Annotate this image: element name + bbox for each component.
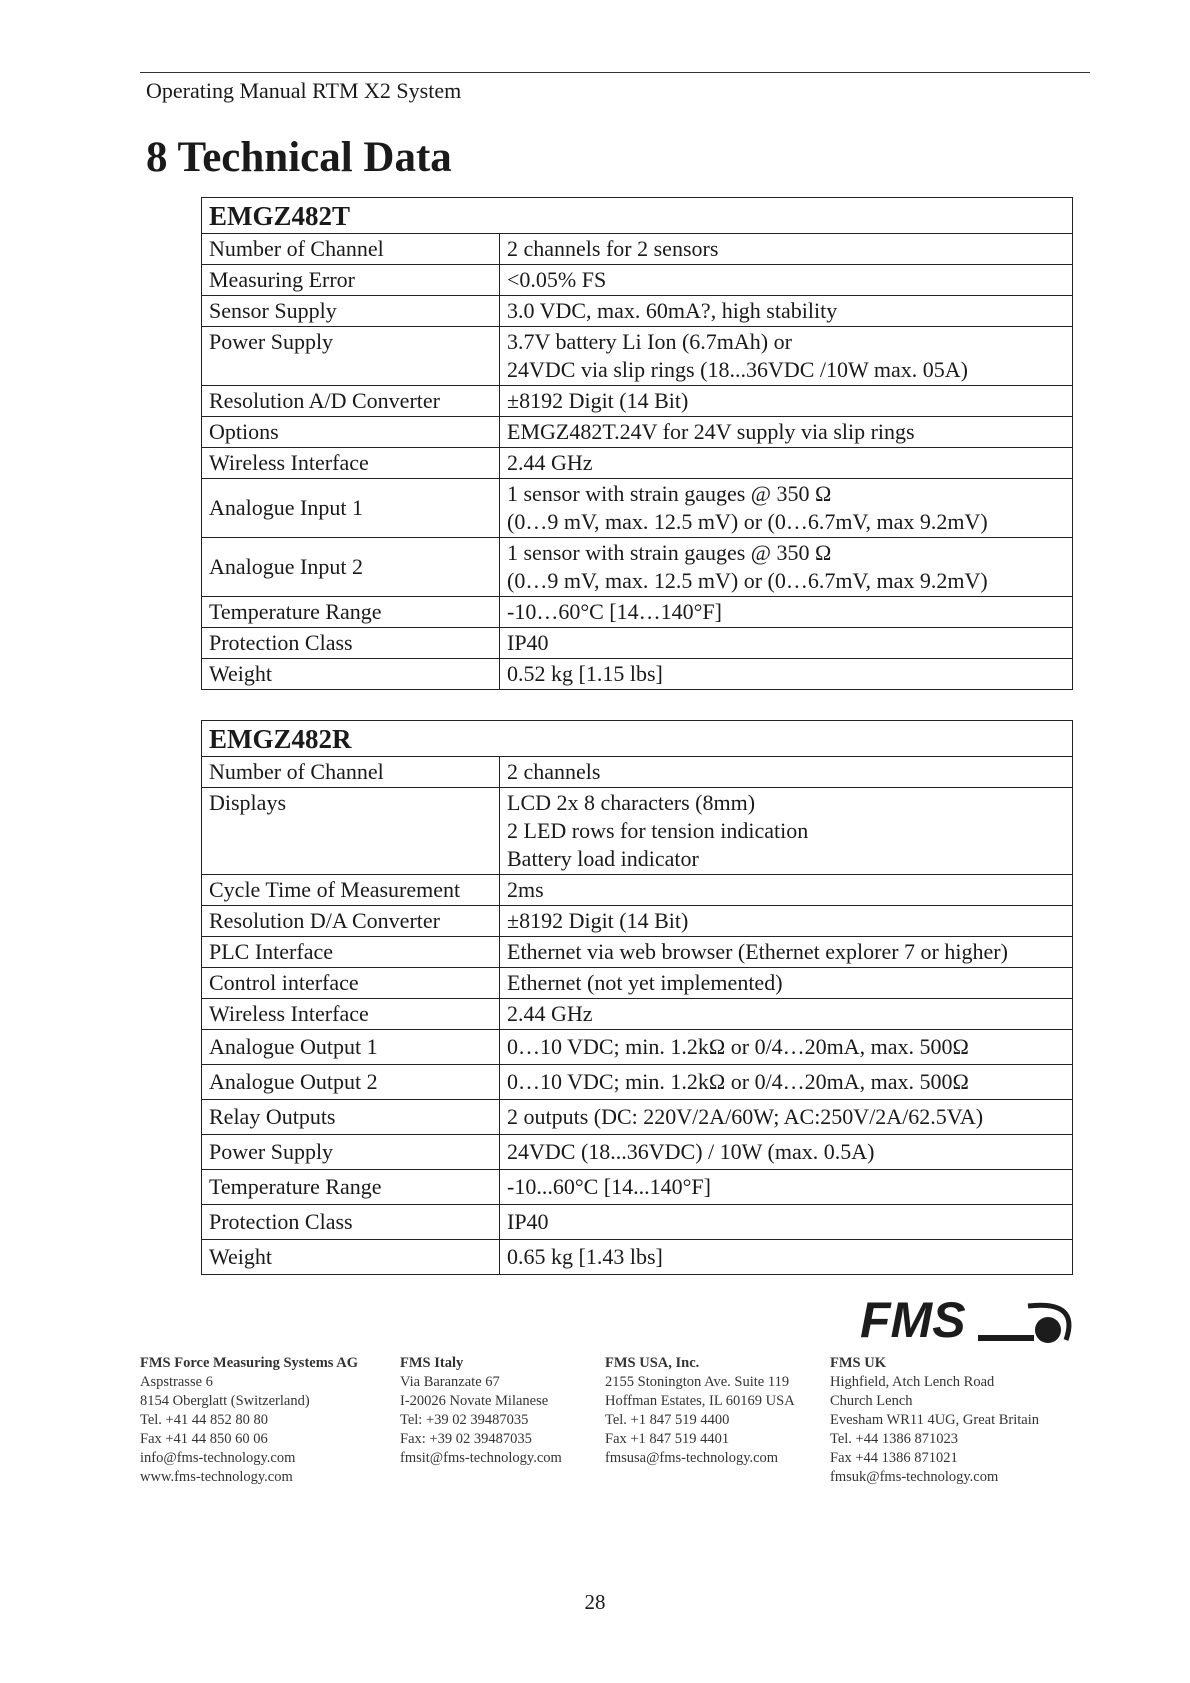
chapter-title: 8 Technical Data: [146, 134, 452, 181]
spec-value-line: LCD 2x 8 characters (8mm): [507, 790, 756, 815]
spec-value: [500, 906, 1073, 937]
spec-value: [500, 968, 1073, 999]
spec-value-line: 0…10 VDC; min. 1.2kΩ or 0/4…20mA, max. 500Ω: [507, 1069, 969, 1094]
spec-value-line: ±8192 Digit (14 Bit): [507, 388, 689, 413]
spec-label: Cycle Time of Measurement: [202, 875, 500, 906]
footer-fax: Fax +41 44 850 60 06: [140, 1431, 268, 1447]
spec-row: [202, 968, 1073, 999]
spec-label: Analogue Output 2: [202, 1065, 500, 1100]
spec-value: [500, 1030, 1073, 1065]
spec-value-line: IP40: [507, 630, 549, 655]
spec-value-line: Ethernet (not yet implemented): [507, 970, 783, 995]
spec-row: [202, 1030, 1073, 1065]
table-title-row: [202, 721, 1073, 757]
spec-label: Analogue Output 1: [202, 1030, 500, 1065]
spec-value: [500, 296, 1073, 327]
spec-row: [202, 906, 1073, 937]
spec-value-line: (0…9 mV, max. 12.5 mV) or (0…6.7mV, max 9.2mV): [507, 509, 988, 534]
spec-value-line: EMGZ482T.24V for 24V supply via slip rings: [507, 419, 915, 444]
spec-value-line: <0.05% FS: [507, 267, 607, 292]
spec-row: [202, 659, 1073, 690]
footer-company-name: FMS UK: [830, 1355, 886, 1371]
spec-row: [202, 265, 1073, 296]
footer-address-line: Church Lench: [830, 1393, 913, 1409]
footer-email: fmsuk@fms-technology.com: [830, 1469, 999, 1485]
footer-address-line: Hoffman Estates, IL 60169 USA: [605, 1393, 795, 1409]
spec-row: [202, 538, 1073, 597]
spec-value: [500, 937, 1073, 968]
spec-label: Protection Class: [202, 628, 500, 659]
table-title: EMGZ482R: [202, 721, 500, 757]
footer-fax: Fax +44 1386 871021: [830, 1450, 958, 1466]
spec-value-line: Battery load indicator: [507, 846, 699, 871]
spec-label: Wireless Interface: [202, 448, 500, 479]
footer-address-line: I-20026 Novate Milanese: [400, 1393, 549, 1409]
spec-value-line: 2 LED rows for tension indication: [507, 818, 809, 843]
spec-row: [202, 1135, 1073, 1170]
footer-company-name: FMS Italy: [400, 1355, 464, 1371]
spec-value: [500, 875, 1073, 906]
spec-row: [202, 999, 1073, 1030]
spec-row: [202, 937, 1073, 968]
spec-label: Displays: [202, 788, 500, 875]
spec-value: [500, 1240, 1073, 1275]
running-header: Operating Manual RTM X2 System: [146, 78, 462, 103]
spec-value-line: 2.44 GHz: [507, 1001, 593, 1026]
footer-fax: Fax +1 847 519 4401: [605, 1431, 730, 1447]
footer-address-line: Evesham WR11 4UG, Great Britain: [830, 1412, 1039, 1428]
spec-value-line: 24VDC via slip rings (18...36VDC /10W max. 05A): [507, 357, 968, 382]
footer-phone: Tel. +44 1386 871023: [830, 1431, 958, 1447]
spec-row: [202, 327, 1073, 386]
footer-website: www.fms-technology.com: [140, 1469, 293, 1485]
footer-phone: Tel. +41 44 852 80 80: [140, 1412, 268, 1428]
spec-label: Sensor Supply: [202, 296, 500, 327]
spec-value: [500, 417, 1073, 448]
spec-value-line: 2ms: [507, 877, 544, 902]
spec-value-line: 1 sensor with strain gauges @ 350 Ω: [507, 540, 832, 565]
table-title-row: [202, 198, 1073, 234]
spec-row: [202, 1240, 1073, 1275]
footer-company-name: FMS Force Measuring Systems AG: [140, 1355, 359, 1371]
spec-value-line: 2 channels: [507, 759, 601, 784]
spec-label: Temperature Range: [202, 597, 500, 628]
spec-value: [500, 448, 1073, 479]
footer-address-line: Aspstrasse 6: [140, 1374, 213, 1390]
footer-col-uk: [830, 1354, 1039, 1487]
footer-company-name: FMS USA, Inc.: [605, 1355, 700, 1371]
spec-row: [202, 1065, 1073, 1100]
footer-fax: Fax: +39 02 39487035: [400, 1431, 532, 1447]
footer-email: fmsusa@fms-technology.com: [605, 1450, 779, 1466]
spec-label: Relay Outputs: [202, 1100, 500, 1135]
spec-value: [500, 538, 1073, 597]
spec-row: [202, 628, 1073, 659]
spec-label: Options: [202, 417, 500, 448]
spec-table-emgz482r: [201, 720, 1073, 1275]
footer-address-line: 8154 Oberglatt (Switzerland): [140, 1393, 310, 1409]
spec-table-body: [202, 198, 1073, 690]
spec-value-line: 2.44 GHz: [507, 450, 593, 475]
spec-label: Weight: [202, 1240, 500, 1275]
fms-logo-text: FMS: [860, 1292, 966, 1348]
spec-label: Resolution D/A Converter: [202, 906, 500, 937]
spec-value-line: 2 channels for 2 sensors: [507, 236, 719, 261]
spec-table-body: [202, 721, 1073, 1275]
spec-row: [202, 597, 1073, 628]
spec-value-line: 0.52 kg [1.15 lbs]: [507, 661, 663, 686]
footer-email: info@fms-technology.com: [140, 1450, 296, 1466]
spec-label: Control interface: [202, 968, 500, 999]
spec-value-line: -10…60°C [14…140°F]: [507, 599, 722, 624]
spec-value-line: 0…10 VDC; min. 1.2kΩ or 0/4…20mA, max. 500Ω: [507, 1034, 969, 1059]
spec-row: [202, 1100, 1073, 1135]
spec-label: Resolution A/D Converter: [202, 386, 500, 417]
spec-value: [500, 1100, 1073, 1135]
spec-value: [500, 628, 1073, 659]
spec-label: Power Supply: [202, 327, 500, 386]
spec-row: [202, 386, 1073, 417]
spec-label: Number of Channel: [202, 234, 500, 265]
spec-value: [500, 386, 1073, 417]
logo-bar: [978, 1335, 1034, 1341]
spec-row: [202, 296, 1073, 327]
spec-row: [202, 479, 1073, 538]
header-rule: [140, 72, 1090, 73]
spec-value-line: 3.7V battery Li Ion (6.7mAh) or: [507, 329, 792, 354]
spec-value: [500, 265, 1073, 296]
footer-address-line: 2155 Stonington Ave. Suite 119: [605, 1374, 790, 1390]
spec-label: Protection Class: [202, 1205, 500, 1240]
spec-row: [202, 448, 1073, 479]
spec-value: [500, 327, 1073, 386]
spec-value: [500, 1135, 1073, 1170]
spec-value-line: 3.0 VDC, max. 60mA?, high stability: [507, 298, 838, 323]
footer-address-line: Highfield, Atch Lench Road: [830, 1374, 995, 1390]
spec-value: [500, 1205, 1073, 1240]
spec-value-line: 24VDC (18...36VDC) / 10W (max. 0.5A): [507, 1139, 875, 1164]
spec-label: Number of Channel: [202, 757, 500, 788]
spec-label: Analogue Input 2: [202, 538, 500, 597]
spec-value-line: ±8192 Digit (14 Bit): [507, 908, 689, 933]
spec-table-emgz482t: [201, 197, 1073, 690]
spec-value: [500, 1065, 1073, 1100]
spec-label: Measuring Error: [202, 265, 500, 296]
page-number: 28: [584, 1590, 606, 1614]
spec-label: Power Supply: [202, 1135, 500, 1170]
spec-label: PLC Interface: [202, 937, 500, 968]
footer-phone: Tel. +1 847 519 4400: [605, 1412, 730, 1428]
footer-email: fmsit@fms-technology.com: [400, 1450, 562, 1466]
table-title: EMGZ482T: [202, 198, 500, 234]
spec-value-line: IP40: [507, 1209, 549, 1234]
spec-row: [202, 788, 1073, 875]
table-title-fill: [500, 198, 1073, 234]
footer-col-ag: [140, 1354, 358, 1487]
spec-value: [500, 999, 1073, 1030]
spec-row: [202, 875, 1073, 906]
spec-value: [500, 1170, 1073, 1205]
spec-value: [500, 757, 1073, 788]
spec-value: [500, 234, 1073, 265]
spec-row: [202, 234, 1073, 265]
spec-row: [202, 1170, 1073, 1205]
spec-row: [202, 417, 1073, 448]
spec-label: Wireless Interface: [202, 999, 500, 1030]
spec-label: Weight: [202, 659, 500, 690]
spec-value-line: -10...60°C [14...140°F]: [507, 1174, 711, 1199]
logo-dot: [1035, 1317, 1061, 1343]
spec-value-line: 1 sensor with strain gauges @ 350 Ω: [507, 481, 832, 506]
spec-value-line: 2 outputs (DC: 220V/2A/60W; AC:250V/2A/62.5VA): [507, 1104, 984, 1129]
spec-value: [500, 659, 1073, 690]
spec-value-line: Ethernet via web browser (Ethernet explorer 7 or higher): [507, 939, 1008, 964]
spec-row: [202, 757, 1073, 788]
spec-value-line: 0.65 kg [1.43 lbs]: [507, 1244, 663, 1269]
spec-value: [500, 479, 1073, 538]
footer-col-usa: [605, 1354, 795, 1468]
spec-row: [202, 1205, 1073, 1240]
fms-logo: [852, 1290, 1082, 1350]
spec-label: Analogue Input 1: [202, 479, 500, 538]
table-title-fill: [500, 721, 1073, 757]
spec-value: [500, 597, 1073, 628]
spec-value-line: (0…9 mV, max. 12.5 mV) or (0…6.7mV, max 9.2mV): [507, 568, 988, 593]
spec-value: [500, 788, 1073, 875]
footer-col-italy: [400, 1354, 562, 1468]
footer-address-line: Via Baranzate 67: [400, 1374, 500, 1390]
footer-phone: Tel: +39 02 39487035: [400, 1412, 529, 1428]
spec-label: Temperature Range: [202, 1170, 500, 1205]
